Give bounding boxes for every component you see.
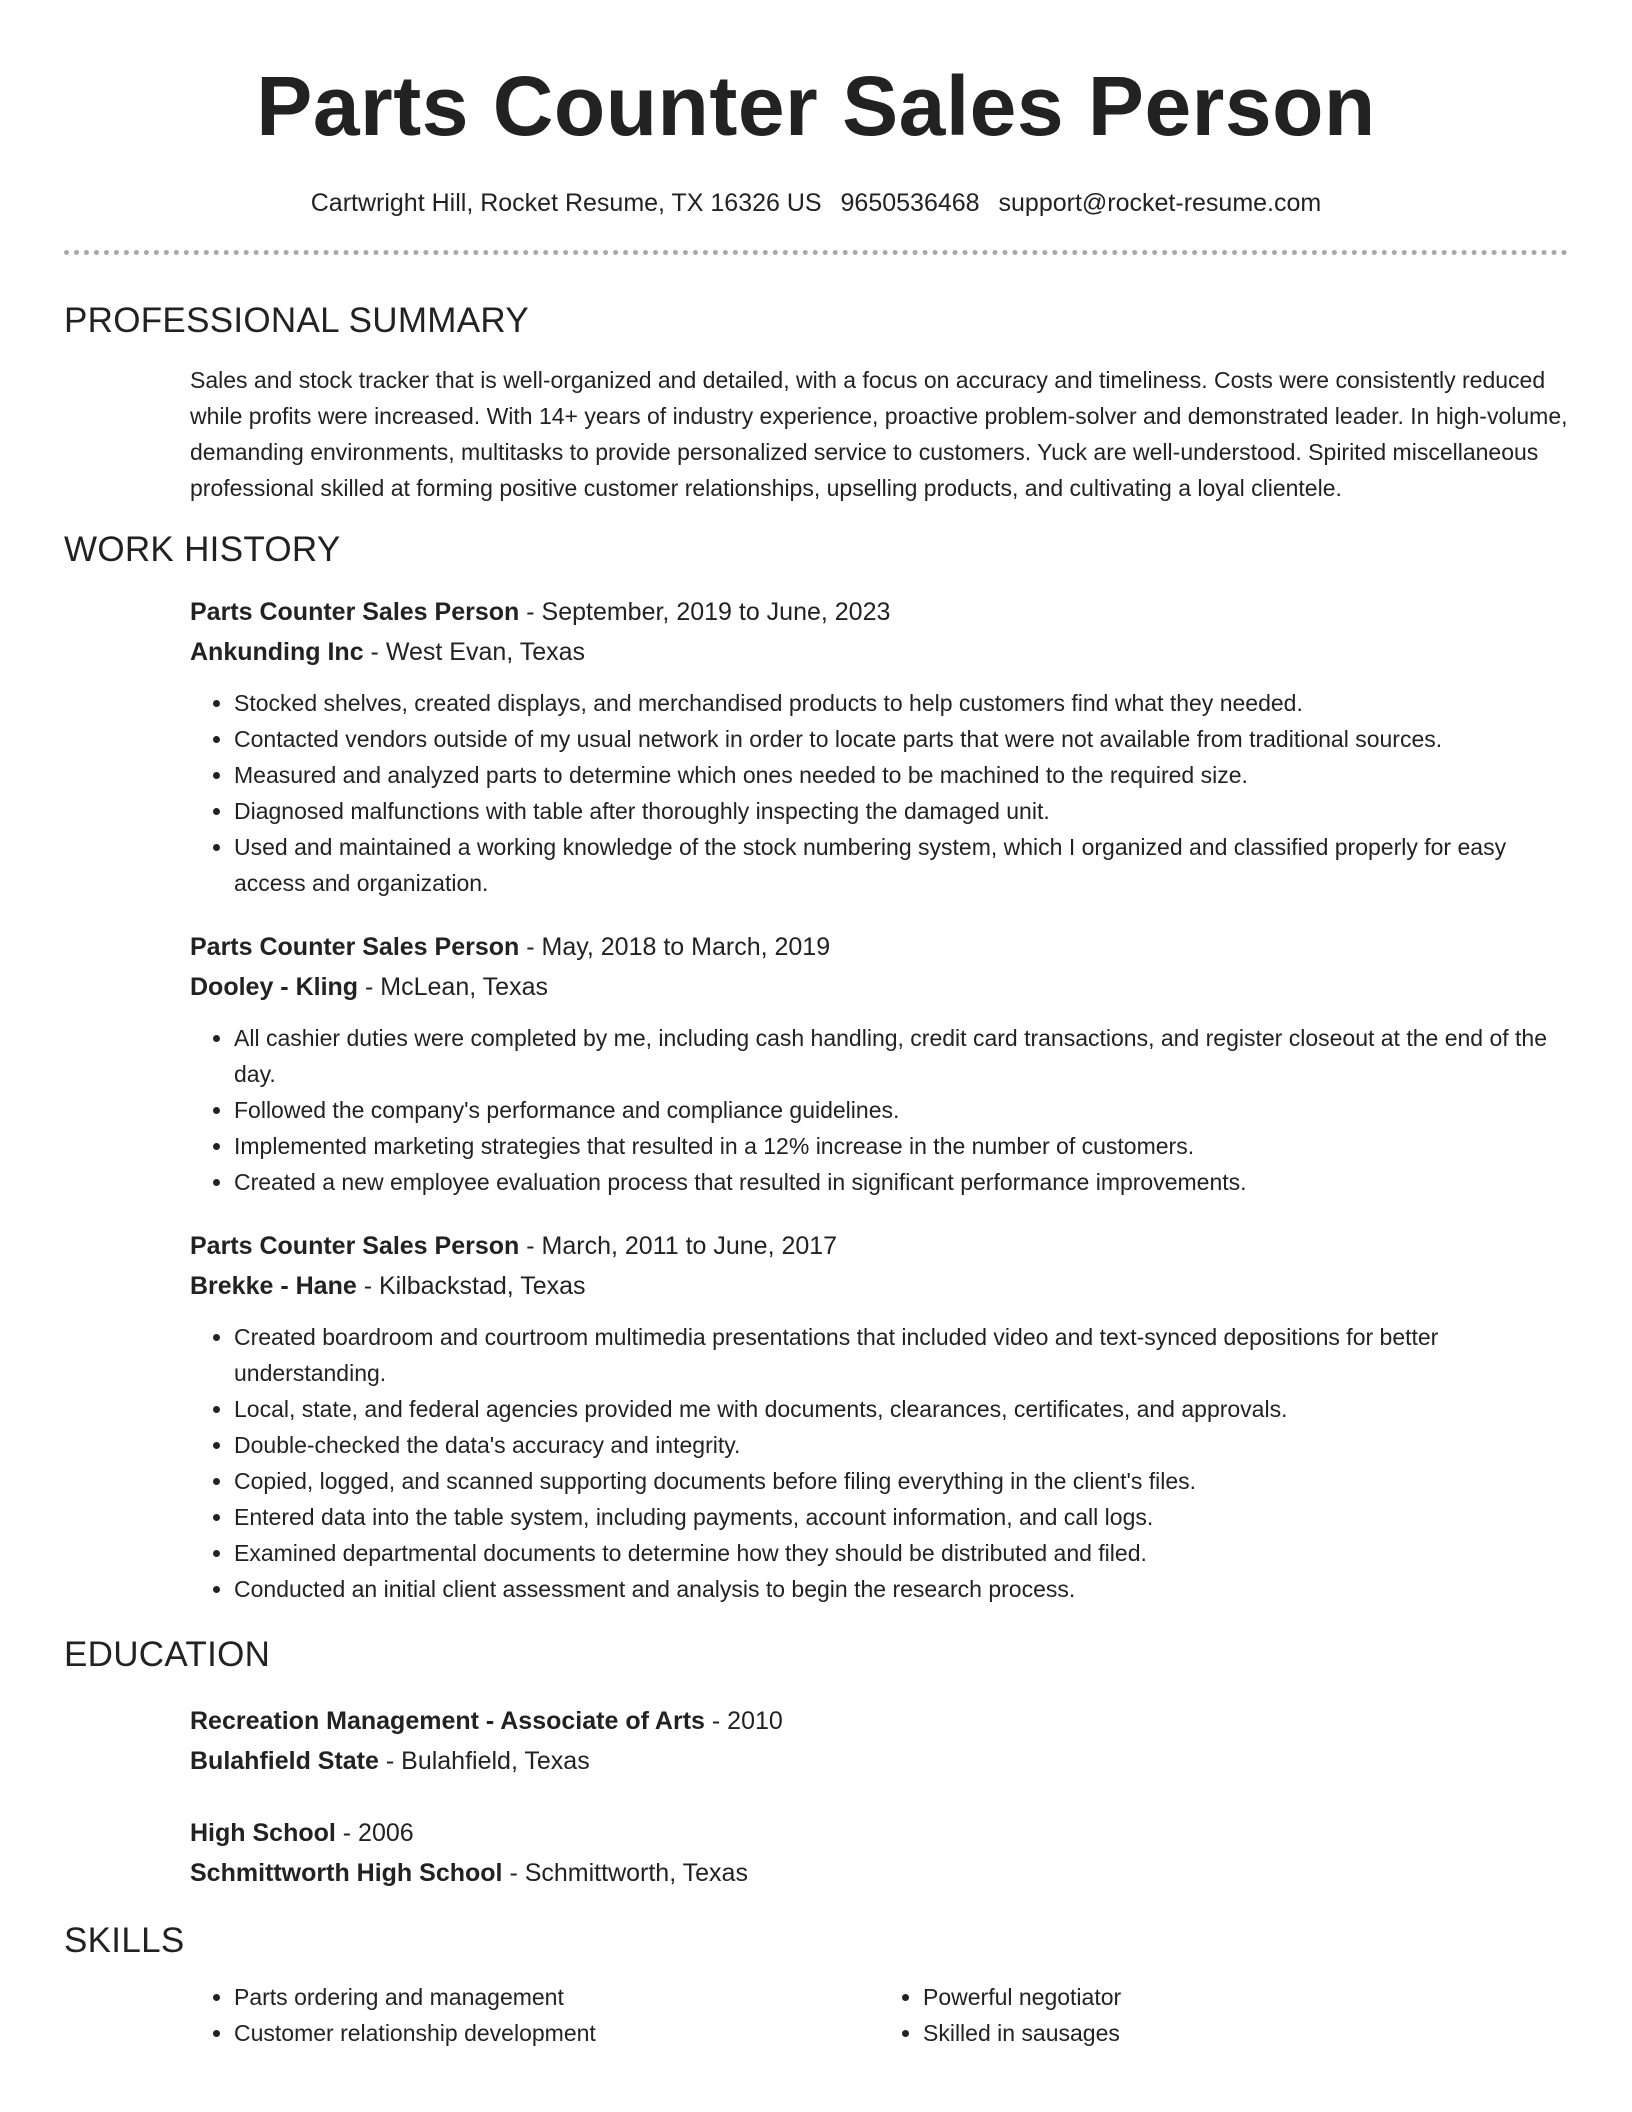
- job-location: - West Evan, Texas: [363, 638, 585, 666]
- job-company-line: [190, 1266, 1568, 1306]
- skills-section: [64, 1919, 1568, 2051]
- job-company: Dooley - Kling: [190, 973, 359, 1001]
- bullet-item: • Diagnosed malfunctions with table after thoroughly inspecting the damaged unit.: [234, 793, 1568, 829]
- skill-item: • Powerful negotiator: [923, 1979, 1568, 2015]
- contact-line: [0, 186, 1632, 220]
- bullet-item: • Local, state, and federal agencies provided me with documents, clearances, certificates, and approvals.: [234, 1391, 1568, 1427]
- bullet-item: • All cashier duties were completed by me, including cash handling, credit card transactions, and register closeout at the end of the day.: [234, 1020, 1568, 1092]
- school-name: Bulahfield State: [190, 1747, 379, 1775]
- bullet-item: • Examined departmental documents to determine how they should be distributed and filed.: [234, 1535, 1568, 1571]
- education-entry: [190, 1701, 1568, 1781]
- skills-column-left: [190, 1979, 879, 2051]
- job-company-line: [190, 967, 1568, 1007]
- bullet-item: • Copied, logged, and scanned supporting documents before filing everything in the client's files.: [234, 1463, 1568, 1499]
- bullet-item: • Implemented marketing strategies that resulted in a 12% increase in the number of customers.: [234, 1128, 1568, 1164]
- job-location: - McLean, Texas: [358, 973, 548, 1001]
- job-dates: - September, 2019 to June, 2023: [519, 598, 891, 626]
- job-position: Parts Counter Sales Person: [190, 933, 520, 961]
- skills-title: SKILLS: [64, 1921, 185, 1960]
- work-entries: [190, 592, 1568, 1607]
- job-company: Ankunding Inc: [190, 638, 364, 666]
- education-entry: [190, 1813, 1568, 1893]
- contact-address: Cartwright Hill, Rocket Resume, TX 16326 US: [310, 189, 822, 217]
- bullet-item: • Created a new employee evaluation process that resulted in significant performance improvements.: [234, 1164, 1568, 1200]
- job-position: Parts Counter Sales Person: [190, 1232, 520, 1260]
- summary-title: PROFESSIONAL SUMMARY: [64, 301, 529, 340]
- job-bullets: [190, 1020, 1568, 1200]
- skill-item: • Customer relationship development: [234, 2015, 879, 2051]
- work-history-title: WORK HISTORY: [64, 530, 341, 569]
- bullet-item: • Used and maintained a working knowledge of the stock numbering system, which I organized and classified properly for easy access and organization.: [234, 829, 1568, 901]
- education-title: EDUCATION: [64, 1635, 271, 1674]
- job-bullets: [190, 685, 1568, 901]
- bullet-item: • Measured and analyzed parts to determine which ones needed to be machined to the required size.: [234, 757, 1568, 793]
- summary-section: [64, 299, 1568, 506]
- job-bullets: [190, 1319, 1568, 1607]
- education-section: [64, 1633, 1568, 1893]
- job-dates: - March, 2011 to June, 2017: [519, 1232, 838, 1260]
- summary-text: Sales and stock tracker that is well-organized and detailed, with a focus on accuracy and timeliness. Costs were consistently reduced while profits were increased. With 14+ years of industry experience, proactive problem-solver and demonstrated leader. In high-volume, demanding environments, multitasks to provide personalized service to customers. Yuck are well-understood. Spirited miscellaneous professional skilled at forming positive customer relationships, upselling products, and cultivating a loyal clientele.: [190, 367, 1568, 501]
- degree-name: High School: [190, 1819, 336, 1847]
- job-dates: - May, 2018 to March, 2019: [519, 933, 831, 961]
- work-history-section: [64, 528, 1568, 1607]
- job-title-line: [190, 592, 1568, 632]
- job-entry: [190, 1226, 1568, 1607]
- job-position: Parts Counter Sales Person: [190, 598, 520, 626]
- bullet-item: • Conducted an initial client assessment and analysis to begin the research process.: [234, 1571, 1568, 1607]
- bullet-item: • Stocked shelves, created displays, and merchandised products to help customers find what they needed.: [234, 685, 1568, 721]
- skill-item: • Parts ordering and management: [234, 1979, 879, 2015]
- bullet-item: • Entered data into the table system, including payments, account information, and call logs.: [234, 1499, 1568, 1535]
- school-line: [190, 1741, 1568, 1781]
- skills-column-right: [879, 1979, 1568, 2051]
- degree-year: - 2006: [335, 1819, 414, 1847]
- education-entries: [190, 1701, 1568, 1893]
- degree-name: Recreation Management - Associate of Arts: [190, 1707, 705, 1735]
- skills-grid: [190, 1979, 1568, 2051]
- degree-line: [190, 1813, 1568, 1853]
- job-entry: [190, 592, 1568, 901]
- school-location: - Bulahfield, Texas: [378, 1747, 590, 1775]
- job-title-line: [190, 1226, 1568, 1266]
- school-name: Schmittworth High School: [190, 1859, 503, 1887]
- bullet-item: • Contacted vendors outside of my usual network in order to locate parts that were not available from traditional sources.: [234, 721, 1568, 757]
- job-entry: [190, 927, 1568, 1200]
- bullet-item: • Followed the company's performance and compliance guidelines.: [234, 1092, 1568, 1128]
- job-company: Brekke - Hane: [190, 1272, 357, 1300]
- degree-year: - 2010: [704, 1707, 783, 1735]
- job-title-line: [190, 927, 1568, 967]
- contact-phone: 9650536468: [840, 189, 980, 217]
- degree-line: [190, 1701, 1568, 1741]
- bullet-item: • Created boardroom and courtroom multimedia presentations that included video and text-synced depositions for better understanding.: [234, 1319, 1568, 1391]
- bullet-item: • Double-checked the data's accuracy and integrity.: [234, 1427, 1568, 1463]
- job-location: - Kilbackstad, Texas: [356, 1272, 586, 1300]
- school-line: [190, 1853, 1568, 1893]
- skill-item: • Skilled in sausages: [923, 2015, 1568, 2051]
- resume-name: Parts Counter Sales Person: [256, 59, 1376, 153]
- header-divider: [64, 250, 1568, 255]
- contact-email: support@rocket-resume.com: [998, 189, 1322, 217]
- job-company-line: [190, 632, 1568, 672]
- school-location: - Schmittworth, Texas: [502, 1859, 748, 1887]
